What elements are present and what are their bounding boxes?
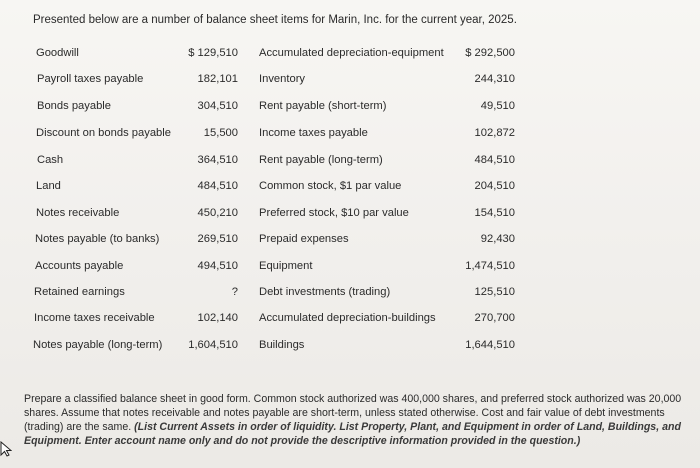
- item-left-value: 484,510: [197, 180, 238, 192]
- item-left-value: 494,510: [197, 260, 238, 272]
- item-right-value: 244,310: [474, 73, 515, 85]
- item-row: [0, 257, 700, 275]
- item-row: [0, 204, 700, 222]
- item-left-value: 450,210: [197, 207, 238, 219]
- item-left-name: Bonds payable: [37, 100, 112, 112]
- item-left-value: 182,101: [197, 73, 238, 85]
- item-right-name: Common stock, $1 par value: [259, 180, 402, 192]
- item-right-value: 92,430: [480, 233, 515, 245]
- item-right-name: Inventory: [259, 73, 306, 85]
- problem-instructions: [24, 392, 689, 448]
- item-right-value: 154,510: [474, 207, 515, 219]
- item-right-name: Rent payable (long-term): [259, 154, 383, 166]
- item-right-name: Preferred stock, $10 par value: [259, 207, 409, 219]
- item-left-value: 269,510: [197, 233, 238, 245]
- item-left-name: Payroll taxes payable: [37, 73, 144, 85]
- item-right-name: Accumulated depreciation-buildings: [259, 312, 436, 324]
- item-left-name: Discount on bonds payable: [36, 127, 171, 139]
- item-right-value: 125,510: [474, 286, 515, 298]
- item-right-name: Income taxes payable: [259, 127, 368, 139]
- item-right-value: 484,510: [474, 154, 515, 166]
- instructions-text: Prepare a classified balance sheet in good form. Common stock authorized was 400,000 shares, and preferred stock authorized was 20,000 shares. Assume that notes receivable and notes payable are short-term, unless stated otherwise. Cost and fair value of debt investments (trading) are the same.: [24, 393, 682, 433]
- item-row: [0, 44, 700, 62]
- item-left-value: 1,604,510: [188, 339, 238, 351]
- item-right-name: Prepaid expenses: [259, 233, 349, 245]
- item-left-name: Goodwill: [36, 47, 79, 59]
- item-left-name: Retained earnings: [34, 286, 125, 298]
- item-row: [0, 124, 700, 142]
- item-row: [0, 309, 700, 327]
- item-right-value: 1,474,510: [465, 260, 515, 272]
- item-left-name: Notes receivable: [36, 207, 120, 219]
- item-row: [0, 230, 700, 248]
- item-left-name: Accounts payable: [35, 260, 124, 272]
- item-row: [0, 177, 700, 195]
- item-left-name: Cash: [37, 154, 64, 166]
- item-row: [0, 151, 700, 169]
- item-left-name: Notes payable (to banks): [35, 233, 160, 245]
- item-right-value: 270,700: [474, 312, 515, 324]
- item-right-name: Debt investments (trading): [259, 286, 391, 298]
- item-left-name: Notes payable (long-term): [33, 339, 163, 351]
- item-right-name: Buildings: [259, 339, 305, 351]
- item-right-value: 49,510: [480, 100, 515, 112]
- item-right-value: $ 292,500: [465, 47, 515, 59]
- item-right-value: 102,872: [474, 127, 515, 139]
- item-right-name: Equipment: [259, 260, 313, 272]
- instructions-emphasis: (List Current Assets in order of liquidity. List Property, Plant, and Equipment in order of Land, Buildings, and Equipment. Enter account name only and do not provide the descriptive information provided in the question.): [24, 421, 681, 447]
- item-row: [0, 283, 700, 301]
- item-row: [0, 97, 700, 115]
- cursor-icon: [0, 441, 12, 457]
- problem-intro: Presented below are a number of balance sheet items for Marin, Inc. for the current year, 2025.: [33, 14, 517, 26]
- item-left-value: ?: [231, 286, 238, 298]
- item-right-value: 204,510: [474, 180, 515, 192]
- item-right-name: Accumulated depreciation-equipment: [259, 47, 444, 59]
- item-left-value: 102,140: [197, 312, 238, 324]
- item-left-value: 15,500: [203, 127, 238, 139]
- item-left-value: 304,510: [197, 100, 238, 112]
- item-left-name: Income taxes receivable: [34, 312, 155, 324]
- item-right-name: Rent payable (short-term): [259, 100, 387, 112]
- item-left-name: Land: [36, 180, 61, 192]
- item-row: [0, 336, 700, 354]
- item-left-value: 364,510: [197, 154, 238, 166]
- item-row: [0, 70, 700, 88]
- item-left-value: $ 129,510: [188, 47, 238, 59]
- item-right-value: 1,644,510: [465, 339, 515, 351]
